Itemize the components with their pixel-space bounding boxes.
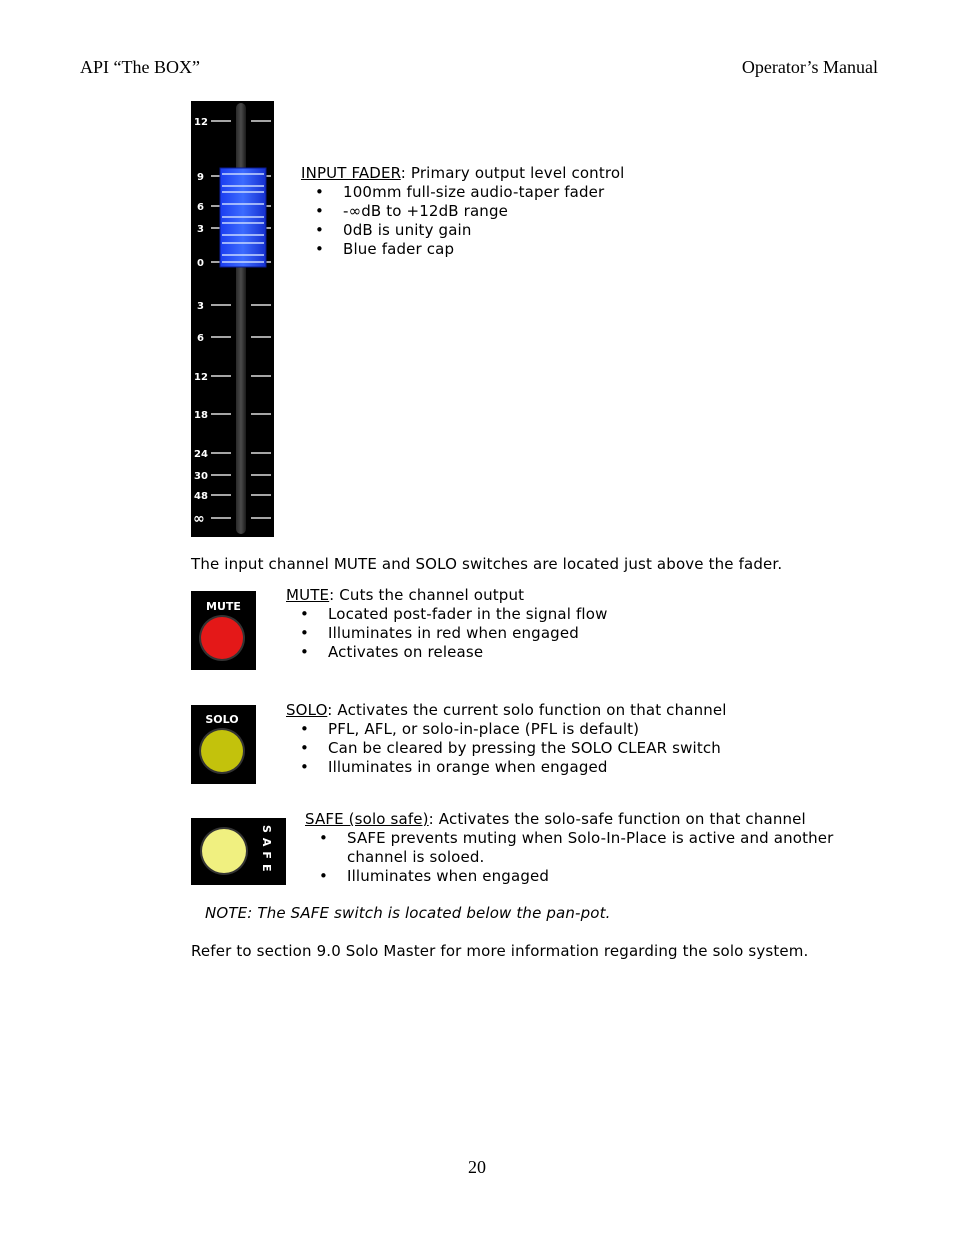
fader-illustration xyxy=(191,101,274,537)
fader-title: INPUT FADER xyxy=(301,164,401,182)
solo-button-label: SOLO xyxy=(205,713,239,726)
list-item: • Illuminates when engaged xyxy=(305,867,865,886)
list-item: • Illuminates in orange when engaged xyxy=(286,758,727,777)
solo-title: SOLO xyxy=(286,701,328,719)
list-item: • Can be cleared by pressing the SOLO CLEAR switch xyxy=(286,739,727,758)
safe-button-illustration[interactable] xyxy=(191,818,286,885)
scale-label: 18 xyxy=(194,410,208,421)
solo-desc: : Activates the current solo function on that channel xyxy=(327,701,727,719)
list-item: • SAFE prevents muting when Solo-In-Place is active and another channel is soloed. xyxy=(305,829,865,867)
header-manual: Operator’s Manual xyxy=(741,57,878,77)
mute-button-label: MUTE xyxy=(206,600,241,613)
list-item: • PFL, AFL, or solo-in-place (PFL is default) xyxy=(286,720,727,739)
solo-button-illustration[interactable] xyxy=(191,705,256,784)
scale-label: 24 xyxy=(194,449,208,460)
scale-label: 0 xyxy=(197,258,204,269)
fader-desc: : Primary output level control xyxy=(400,164,625,182)
refer-text: Refer to section 9.0 Solo Master for more information regarding the solo system. xyxy=(191,942,809,960)
fader-cap[interactable] xyxy=(220,168,266,267)
list-item: • Blue fader cap xyxy=(301,240,625,259)
safe-button-label: SAFE xyxy=(260,825,273,877)
safe-description xyxy=(305,810,865,886)
mute-title: MUTE xyxy=(286,586,330,604)
solo-description xyxy=(286,701,727,777)
list-item: • Activates on release xyxy=(286,643,607,662)
scale-label: 3 xyxy=(197,301,204,312)
safe-title: SAFE (solo safe) xyxy=(305,810,429,828)
scale-label: 3 xyxy=(197,224,204,235)
list-item: • -∞dB to +12dB range xyxy=(301,202,625,221)
note-text: NOTE: The SAFE switch is located below the pan-pot. xyxy=(205,904,611,922)
fader-description xyxy=(301,164,625,259)
intro-text: The input channel MUTE and SOLO switches are located just above the fader. xyxy=(191,555,783,573)
scale-label: 12 xyxy=(194,372,208,383)
list-item: • Illuminates in red when engaged xyxy=(286,624,607,643)
scale-label: 30 xyxy=(194,471,208,482)
scale-label: 9 xyxy=(197,172,204,183)
list-item: • 0dB is unity gain xyxy=(301,221,625,240)
scale-label: 6 xyxy=(197,202,204,213)
list-item: • Located post-fader in the signal flow xyxy=(286,605,607,624)
mute-desc: : Cuts the channel output xyxy=(329,586,525,604)
page-number: 20 xyxy=(468,1157,486,1177)
scale-label: 12 xyxy=(194,117,208,128)
scale-label: 48 xyxy=(194,491,208,502)
mute-description xyxy=(286,586,607,662)
scale-label: 6 xyxy=(197,333,204,344)
header-title: API “The BOX” xyxy=(80,57,200,77)
list-item: • 100mm full-size audio-taper fader xyxy=(301,183,625,202)
mute-button-illustration[interactable] xyxy=(191,591,256,670)
fader-svg xyxy=(191,101,274,537)
safe-desc: : Activates the solo-safe function on that channel xyxy=(428,810,806,828)
scale-label: ∞ xyxy=(193,511,205,527)
